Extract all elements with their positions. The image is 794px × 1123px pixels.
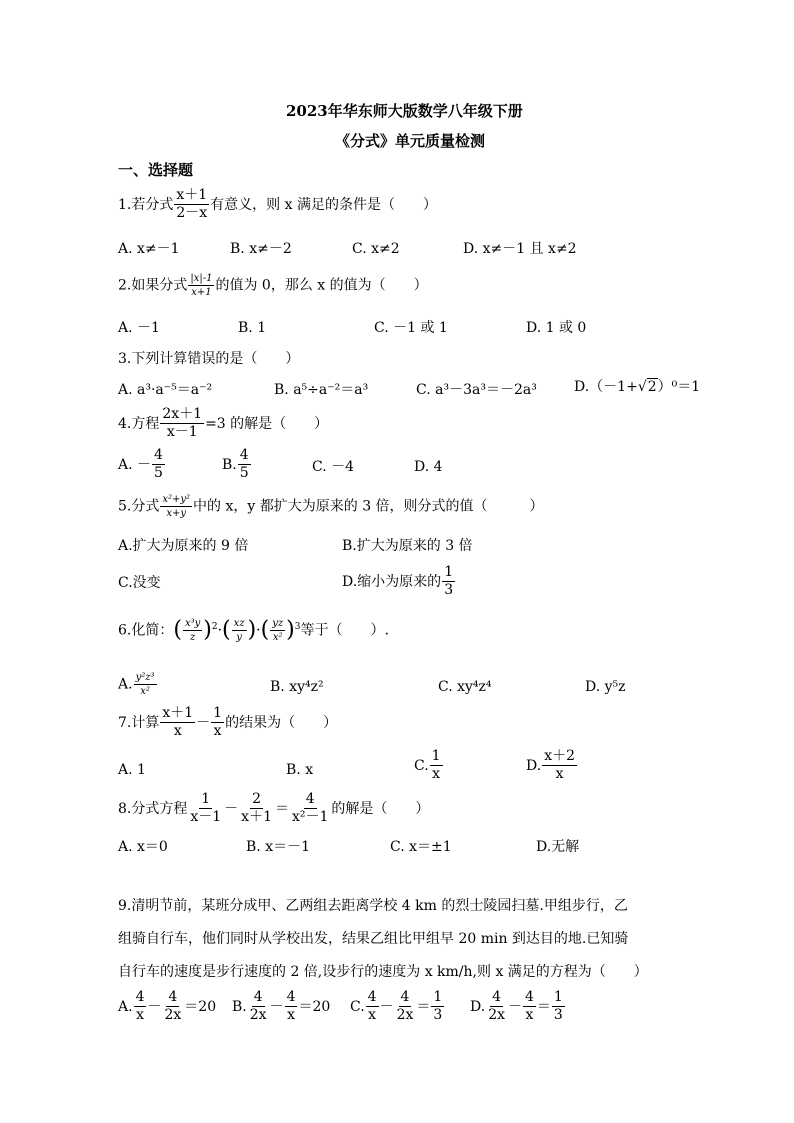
question-3: 3.下列计算错误的是（ ） <box>118 351 300 367</box>
q2-option-d: D. 1 或 0 <box>526 320 587 336</box>
q5-option-c: C.没变 <box>118 575 161 591</box>
q8-option-b: B. x＝－1 <box>246 839 310 855</box>
q4-option-c: C. －4 <box>312 459 355 475</box>
q8-option-a: A. x＝0 <box>118 839 168 855</box>
q2-option-a: A. －1 <box>118 320 160 336</box>
q9-option-d: D. $\frac{4}{2x}$ － $\frac{4}{x}$ ＝ $\frac{1}{3}$ <box>470 989 563 1024</box>
q4-option-d: D. 4 <box>414 459 443 475</box>
q1-option-c: C. x≠2 <box>352 241 400 257</box>
q9-option-a: A. $\frac{4}{x}$ － $\frac{4}{2x}$ ＝20 <box>118 989 217 1024</box>
q6-option-a: A. $\frac{\text{y²z³}}{\text{x²}}$ <box>118 672 155 697</box>
question-9-line-3: 自行车的速度是步行速度的 2 倍,设步行的速度为 x km/h,则 x 满足的方程为（ ） <box>118 964 648 980</box>
document-subtitle: 《分式》单元质量检测 <box>335 132 486 150</box>
question-1 <box>118 188 437 222</box>
q2-option-c: C. －1 或 1 <box>374 320 448 336</box>
question-9-line-2: 组骑自行车，他们同时从学校出发，结果乙组比甲组早 20 min 到达目的地.已知骑 <box>118 931 629 947</box>
q7-option-d: D. $\frac{x+2}{x}$ <box>526 748 575 783</box>
q1-stem: 1.若分式 <box>118 196 174 213</box>
q1-stem-end: 有意义，则 x 满足的条件是（ ） <box>210 196 437 213</box>
q8-option-d: D.无解 <box>536 839 580 855</box>
q6-option-d: D. y⁵z <box>585 679 626 695</box>
question-2: 2.如果分式 $\frac{|x|-1}{x+1}$ 的值为 0，那么 x 的值为（ ） <box>118 273 428 298</box>
q1-option-d: D. x≠－1 且 x≠2 <box>463 241 577 257</box>
q1-option-b: B. x≠－2 <box>230 241 292 257</box>
q8-option-c: C. x＝±1 <box>390 839 452 855</box>
question-9-line-1: 9.清明节前，某班分成甲、乙两组去距离学校 4 km 的烈士陵园扫墓.甲组步行，乙 <box>118 898 628 914</box>
q1-fraction: $\frac{x+1}{2-x}$ <box>176 187 208 222</box>
q1-option-a: A. x≠－1 <box>118 241 180 257</box>
q3-option-a: A. a³·a⁻⁵＝a⁻² <box>118 382 213 398</box>
q6-option-c: C. xy⁴z⁴ <box>438 679 492 695</box>
q5-option-a: A.扩大为原来的 9 倍 <box>118 538 249 554</box>
question-7: 7.计算 $\frac{x+1}{x}$ － $\frac{1}{x}$ 的结果为（ ） <box>118 705 338 740</box>
q4-fraction: $\frac{2x+1}{x-1}$ <box>162 406 203 441</box>
question-5: 5.分式 $\frac{\text{x²+y²}}{x+y}$ 中的 x，y 都扩大为原来的 3 倍，则分式的值（ ） <box>118 494 544 519</box>
q5-option-d: D.缩小为原来的 $\frac{1}{3}$ <box>342 564 454 599</box>
q6-option-b: B. xy⁴z² <box>270 679 324 695</box>
document-title: 2023年华东师大版数学八年级下册 <box>286 102 523 120</box>
q9-option-b: B. $\frac{4}{2x}$ － $\frac{4}{x}$ ＝20 <box>232 989 331 1024</box>
q3-option-b: B. a⁵÷a⁻²＝a³ <box>274 382 369 398</box>
q9-option-c: C. $\frac{4}{x}$ － $\frac{4}{2x}$ ＝ $\frac{1}{3}$ <box>350 989 443 1024</box>
q4-option-b: B. $\frac{4}{5}$ <box>222 447 249 482</box>
q5-fraction: $\frac{\text{x²+y²}}{x+y}$ <box>162 494 191 519</box>
q7-option-b: B. x <box>286 762 314 778</box>
q3-option-d: D.（－1+√2）⁰＝1 <box>574 379 701 395</box>
q2-fraction: $\frac{|x|-1}{x+1}$ <box>190 273 213 298</box>
question-4: 4.方程 $\frac{2x+1}{x-1}$ =3 的解是（ ） <box>118 406 329 441</box>
question-6: 6.化简：( $\frac{\text{x³y}}{z}$ )$^2$·( $\frac{xz}{y}$ )·( $\frac{yz}{\text{x²}}$ )$^3$等于（ ）. <box>118 617 389 643</box>
section-heading: 一、选择题 <box>118 161 194 179</box>
q2-option-b: B. 1 <box>238 320 267 336</box>
q3-option-c: C. a³－3a³＝－2a³ <box>416 382 537 398</box>
q5-option-b: B.扩大为原来的 3 倍 <box>342 538 473 554</box>
q7-option-a: A. 1 <box>118 762 146 778</box>
question-8: 8.分式方程 $\frac{1}{x-1}$ － $\frac{2}{x+1}$ ＝ $\frac{4}{\text{x²－1}}$ 的解是（ ） <box>118 791 430 826</box>
q4-option-a: A. － $\frac{4}{5}$ <box>118 447 163 482</box>
q7-option-c: C. $\frac{1}{x}$ <box>414 748 441 783</box>
